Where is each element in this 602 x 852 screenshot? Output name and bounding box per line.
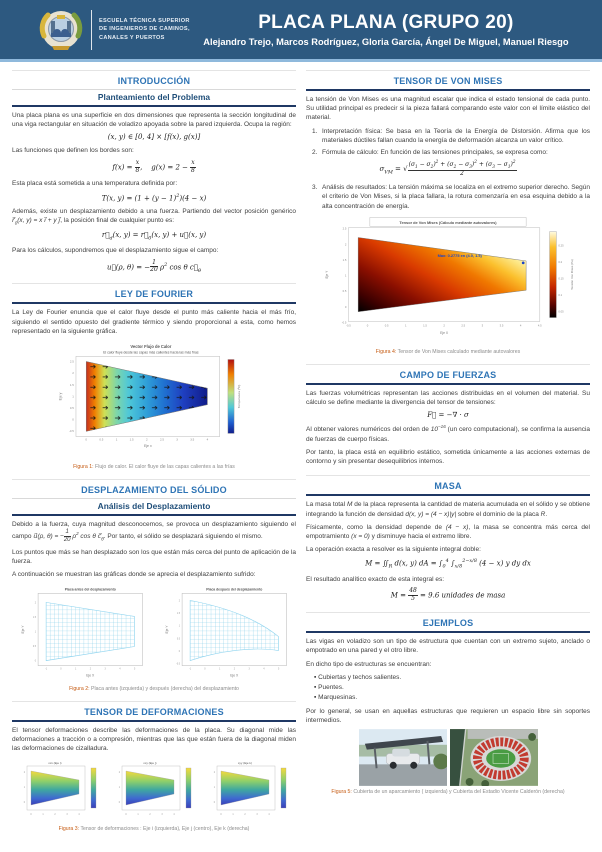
strain-xy-chart	[108, 757, 200, 823]
svg-text:2: 2	[54, 814, 56, 817]
svg-text:-0.5: -0.5	[341, 321, 347, 325]
svg-text:2.5: 2.5	[69, 359, 74, 364]
svg-text:Placa después del desplazamien: Placa después del desplazamiento	[205, 587, 262, 592]
svg-text:2: 2	[146, 437, 148, 442]
svg-text:0: 0	[220, 814, 222, 817]
poster-title: PLACA PLANA (GRUPO 20)	[258, 12, 514, 33]
paragraph: Además, existe un desplazamiento debido a una fuerza. Partiendo del vector posición genérico $r⃗_0(x$, y) = x i⃗ + y j⃗, la posición final de cualquier punto es:	[12, 207, 296, 226]
mesh-after-chart	[156, 584, 297, 683]
svg-text:0: 0	[30, 814, 32, 817]
section-title: DESPLAZAMIENTO DEL SÓLIDO	[81, 485, 227, 495]
svg-text:1.5: 1.5	[176, 612, 180, 615]
heat-flux-chart	[51, 341, 257, 456]
school-logo-block	[38, 6, 190, 54]
poster-body	[0, 62, 602, 833]
section-ley-de-fourier	[12, 283, 296, 470]
svg-text:Tensor de Von Mises (Cálculo m: Tensor de Von Mises (Cálculo mediante autovalores)	[399, 219, 497, 225]
svg-text:1: 1	[118, 787, 120, 790]
svg-text:3.5: 3.5	[499, 324, 504, 328]
svg-text:Eje x: Eje x	[143, 443, 152, 448]
section-introduccion	[12, 70, 296, 274]
section-von-mises	[306, 70, 590, 355]
svg-text:0: 0	[178, 650, 180, 653]
svg-text:3.5: 3.5	[190, 437, 195, 442]
svg-text:0: 0	[366, 324, 369, 328]
svg-text:0: 0	[125, 814, 127, 817]
paragraph: Por tanto, la placa está en equilibrio estático, sometida únicamente a las acciones externas de contorno y sin presentar desequilibrios internos.	[306, 448, 590, 466]
svg-text:0: 0	[34, 660, 37, 663]
paragraph: A continuación se muestran las gráficas donde se aprecia el desplazamiento sufrido:	[12, 571, 256, 579]
paragraph: Para los cálculos, supondremos que el desplazamiento sigue el campo:	[12, 247, 219, 255]
svg-text:Eje Y: Eje Y	[324, 270, 329, 279]
svg-text:1: 1	[74, 668, 77, 671]
svg-text:2: 2	[89, 668, 92, 671]
paragraph: La operación exacta a resolver es la siguiente integral doble:	[306, 546, 481, 554]
formula-integral-masa: $M = ∬_R$ d(x, y) dA = $\int_0^4$ $\int_{x/8}^{2-x/8}$ (4 − x) y dy dx	[365, 558, 531, 571]
paragraph: Debido a la fuerza, cuya magnitud desconocemos, se provoca un desplazamiento siguiendo el campo u⃗(ρ, θ) = − $\frac{1}{20}$ $\rho^2$ cos θ $c⃗_\theta$. Por tanto, el sólido se desplazará siguiendo el mismo.	[12, 521, 296, 544]
rule	[306, 89, 590, 91]
svg-text:εxx (Eje i): εxx (Eje i)	[48, 761, 62, 766]
list-item: ▪ Puentes.	[314, 683, 590, 693]
left-column	[12, 70, 296, 833]
svg-text:εxy (Eje j): εxy (Eje j)	[143, 761, 157, 766]
svg-text:0.25: 0.25	[558, 244, 564, 248]
svg-text:1.5: 1.5	[32, 616, 37, 619]
carport-photo	[359, 729, 447, 786]
svg-text:0: 0	[85, 437, 88, 442]
list-item: 3. Análisis de resultados: La tensión máxima se localiza en el extremo superior derecho. Según el criterio de Von Mises, si la placa fallara, la rotura comenzaría en esa esquina debido a la alta concentración de energía.	[312, 184, 590, 210]
paragraph: Esta placa está sometida a una temperatura definida por:	[12, 180, 178, 188]
formula-temperatura: T(x, $y) = (1 + (y - 1)^2)(4 - x)$	[101, 192, 207, 202]
section-title: INTRODUCCIÓN	[117, 76, 191, 86]
mesh-before-chart	[12, 584, 153, 683]
svg-text:2: 2	[149, 814, 151, 817]
right-column	[306, 70, 590, 833]
subsection-title: Análisis del Desplazamiento	[97, 501, 211, 511]
section-masa	[306, 475, 590, 603]
svg-text:1.5: 1.5	[69, 382, 74, 387]
svg-text:2: 2	[344, 243, 347, 247]
svg-text:3: 3	[104, 668, 106, 671]
paragraph: Las fuerzas volumétricas representan las acciones distribuidas en el volumen del material. Su cálculo se define mediante la divergencia del tensor de tensiones:	[306, 389, 590, 407]
section-title: TENSOR DE VON MISES	[393, 76, 503, 86]
stadium-photo	[450, 729, 538, 786]
svg-text:-1: -1	[188, 668, 191, 671]
svg-text:3: 3	[256, 814, 258, 817]
poster-authors: Alejandro Trejo, Marcos Rodríguez, Gloria García, Ángel De Miguel, Manuel Riesgo	[203, 37, 569, 47]
svg-text:0.05: 0.05	[558, 310, 564, 314]
svg-text:0: 0	[344, 305, 347, 309]
svg-text:2: 2	[178, 600, 180, 603]
figure-caption: Figura 4: Tensor de Von Mises calculado mediante autovalores	[375, 348, 521, 355]
section-title: EJEMPLOS	[422, 618, 474, 629]
examples-list	[314, 673, 590, 703]
rule	[306, 383, 590, 385]
rule	[12, 514, 296, 516]
svg-text:Eje Y: Eje Y	[21, 625, 26, 634]
section-tensor-deformaciones	[12, 701, 296, 833]
svg-text:Eje Y: Eje Y	[164, 625, 169, 634]
section-campo-de-fuerzas	[306, 364, 590, 466]
svg-text:3: 3	[161, 814, 163, 817]
svg-text:-0.5: -0.5	[346, 324, 351, 328]
section-desplazamiento	[12, 479, 296, 692]
svg-text:0.5: 0.5	[384, 324, 389, 328]
formula-divergencia: F⃗ = −∇ · σ	[427, 411, 469, 420]
figure-von-mises-plot	[306, 216, 590, 346]
svg-text:1: 1	[72, 394, 74, 399]
school-name-line: DE INGENIEROS DE CAMINOS,	[99, 26, 190, 33]
figure-strain-tensor-plots	[12, 757, 296, 823]
figure-mesh-plots	[12, 584, 296, 683]
von-mises-chart	[315, 216, 581, 341]
svg-text:0: 0	[203, 668, 206, 671]
school-name	[99, 17, 190, 43]
section-ejemplos	[306, 612, 590, 795]
list-item: 1. Interpretación física: Se basa en la Teoría de la Energía de Distorsión. Afirma que los materiales dúctiles fallan cuando la energía de deformación alcanza un valor crítico.	[312, 127, 590, 144]
svg-text:Eje X: Eje X	[86, 673, 95, 678]
svg-text:0: 0	[72, 417, 74, 422]
formula-campo-desplazamiento: u⃗(ρ, θ) = − $\frac{1}{20}$ $\rho^2$ cos θ $c⃗_\theta$	[107, 258, 201, 274]
svg-text:1: 1	[232, 814, 234, 817]
svg-text:1.5: 1.5	[129, 437, 134, 442]
svg-text:2.5: 2.5	[159, 437, 164, 442]
svg-text:4: 4	[173, 814, 175, 817]
svg-text:2: 2	[118, 772, 120, 775]
strain-xx-chart	[13, 757, 105, 823]
paragraph: Una placa plana es una superficie en dos dimensiones que representa la sección longitudinal de una viga rectangular en situación de voladizo apoyada sobre la pared izquierda. Ocupa la región:	[12, 112, 296, 129]
svg-text:5: 5	[277, 668, 279, 671]
svg-text:0.5: 0.5	[342, 290, 347, 294]
svg-text:Eje y: Eje y	[58, 392, 63, 401]
paragraph: Las funciones que definen los bordes son:	[12, 147, 134, 155]
header-divider	[91, 10, 92, 50]
svg-text:El calor fluye desde las capas: El calor fluye desde las capas más calientes hacia las más frías	[103, 350, 199, 355]
svg-text:2: 2	[244, 814, 246, 817]
svg-text:2.5: 2.5	[342, 227, 347, 231]
svg-text:1.5: 1.5	[342, 258, 347, 262]
svg-text:4: 4	[206, 437, 209, 442]
svg-text:0: 0	[213, 802, 215, 805]
svg-text:4: 4	[519, 324, 522, 328]
paragraph: El tensor deformaciones describe las deformaciones de la placa. Su diagonal mide las deformaciones a tracción o a compresión, mientras que las que están fuera de la diagonal miden las deformaciones de cizalladura.	[12, 726, 296, 753]
svg-text:2: 2	[213, 772, 215, 775]
svg-text:Eje X: Eje X	[440, 331, 449, 336]
list-item: ▪ Marquesinas.	[314, 693, 590, 703]
rule	[12, 105, 296, 107]
svg-text:1: 1	[178, 625, 180, 628]
svg-text:1: 1	[344, 274, 347, 278]
svg-text:1.5: 1.5	[423, 324, 427, 328]
svg-text:0.5: 0.5	[176, 637, 180, 640]
formula-posicion: $r⃗_d(x$, $y) = r⃗_0(x$, y) + u⃗(x, y)	[101, 230, 207, 242]
paragraph: La Ley de Fourier enuncia que el calor fluye desde el punto más caliente hacia el más frío, siguiendo el sentido opuesto del gradiente térmico y siendo proporcional a esta, como hemos representado en la siguiente gráfica.	[12, 309, 296, 335]
svg-text:1: 1	[42, 814, 44, 817]
formula-bordes: f(x) = $\frac{x}{8}$ , g(x) = 2 − $\frac{x}{8}$	[112, 158, 195, 174]
paragraph: El resultado analítico exacto de esta integral es:	[306, 576, 445, 584]
paragraph: La tensión de Von Mises es una magnitud escalar que indica el estado tensional de cada punto. Su utilidad principal es predecir si la pieza fallará comparando este valor con el límite elástico del material.	[306, 96, 590, 122]
figure-caption: Figura 2: Placa antes (izquierda) y después (derecha) del desplazamiento	[69, 685, 239, 692]
figure-caption: Figura 1: Flujo de calor. El calor fluye de las capas calientes a las frías	[73, 464, 235, 470]
svg-text:0.5: 0.5	[69, 405, 74, 410]
section-title: CAMPO DE FUERZAS	[399, 369, 497, 380]
svg-text:1: 1	[405, 324, 407, 328]
svg-text:2: 2	[443, 324, 445, 328]
paragraph: Los puntos que más se han desplazado son los que están más cerca del punto de aplicación de la fuerza.	[12, 549, 296, 566]
svg-text:0: 0	[23, 802, 25, 805]
rule	[12, 302, 296, 304]
svg-text:4: 4	[268, 814, 270, 817]
figure-caption: Figura 3: Tensor de deformaciones : Eje i (izquierda), Eje j (centro), Eje k (derecha)	[58, 826, 250, 833]
rule	[306, 631, 590, 633]
svg-text:1: 1	[137, 814, 139, 817]
svg-text:2: 2	[23, 772, 25, 775]
svg-text:3: 3	[247, 668, 250, 671]
svg-text:-0.5: -0.5	[175, 663, 180, 666]
section-title: MASA	[434, 481, 462, 492]
svg-text:4: 4	[78, 814, 80, 817]
svg-text:0: 0	[60, 668, 62, 671]
svg-text:1: 1	[34, 631, 37, 634]
strain-yy-chart	[203, 757, 295, 823]
figure-heat-flux-plot	[12, 341, 296, 461]
svg-text:0.5: 0.5	[99, 437, 104, 442]
svg-text:1: 1	[115, 437, 118, 442]
svg-text:-0.5: -0.5	[68, 429, 74, 434]
svg-text:-1: -1	[45, 668, 48, 671]
svg-text:0.1: 0.1	[558, 293, 563, 297]
poster-header	[0, 0, 602, 62]
svg-text:3: 3	[481, 324, 484, 328]
svg-text:εyy (Eje k): εyy (Eje k)	[238, 761, 252, 766]
paragraph: Al obtener valores numéricos del orden de $10^{-16}$ (un cero computacional), se confirma la ausencia de fuerzas de cuerpo físicas.	[306, 424, 591, 443]
svg-text:Max: 0.2775 en (4.0, 1.5): Max: 0.2775 en (4.0, 1.5)	[437, 252, 482, 258]
formula-resultado-masa: M = $\frac{48}{5}$ = 9.6 unidades de masa	[390, 587, 506, 603]
paragraph: La masa total M de la placa representa la cantidad de materia acumulada en el sólido y se obtiene integrando la función de densidad d(x, y) = (4 − x)|y| sobre el dominio de la placa R.	[306, 501, 591, 518]
svg-text:Eje X: Eje X	[229, 673, 238, 678]
svg-text:0.5: 0.5	[32, 645, 37, 648]
svg-text:0.2: 0.2	[558, 260, 563, 264]
svg-text:2: 2	[72, 371, 74, 376]
section-title: LEY DE FOURIER	[114, 289, 194, 300]
svg-text:3: 3	[66, 814, 68, 817]
school-name-line: CANALES Y PUERTOS	[99, 34, 165, 41]
paragraph: Por lo general, se usan en aquellas estructuras que requieren un espacio libre sin soportes intermedios.	[306, 708, 590, 725]
rule	[306, 494, 590, 496]
svg-text:1: 1	[213, 787, 215, 790]
svg-text:3: 3	[176, 437, 178, 442]
svg-text:2: 2	[233, 668, 235, 671]
svg-text:Tensión Von Mises (Pa): Tensión Von Mises (Pa)	[570, 259, 574, 290]
school-name-line: ESCUELA TÉCNICA SUPERIOR	[99, 17, 190, 24]
school-crest-icon	[38, 6, 84, 54]
section-title: TENSOR DE DEFORMACIONES	[84, 706, 224, 717]
formula-region: (x, y) ∈ [0, 4] × [f(x), g(x)]	[107, 133, 201, 142]
svg-text:1: 1	[218, 668, 220, 671]
svg-text:2.5: 2.5	[461, 324, 466, 328]
svg-text:0: 0	[118, 802, 120, 805]
paragraph: Físicamente, como la densidad depende de (4 − x), la masa se concentra más cerca del empotramiento (x = 0) y disminuye hacia el extremo libre.	[306, 523, 590, 540]
svg-text:Placa antes del desplazamiento: Placa antes del desplazamiento	[64, 587, 116, 592]
svg-text:4: 4	[262, 668, 265, 671]
figure-caption: Figura 5: Cubierta de un aparcamiento ( izquierda) y Cubierta del Estadio Vicente Calderón (derecha)	[331, 789, 565, 796]
paragraph: Las vigas en voladizo son un tipo de estructura que cuentan con un extremo sujeto, anclado o empotrado en una pared y el otro libre.	[306, 638, 590, 655]
svg-text:5: 5	[133, 668, 136, 671]
list-item: 2. Fórmula de cálculo: En función de las tensiones principales, se expresa como:	[312, 149, 548, 157]
svg-text:Temperatura (ºC): Temperatura (ºC)	[237, 384, 242, 409]
rule	[12, 720, 296, 722]
svg-text:0.15: 0.15	[558, 277, 564, 281]
svg-text:4.5: 4.5	[537, 324, 542, 328]
formula-von-mises: $\sigma_{VM}$ = √ $\frac{(\sigma_1 - \sigma_2)^2 + (\sigma_2 - \sigma_3)^2 + (\sigma_3 - \sigma_1)^2}{2}$	[379, 159, 516, 178]
figure-example-photos	[306, 729, 590, 786]
svg-text:4: 4	[119, 668, 121, 671]
svg-text:2: 2	[34, 602, 37, 605]
paragraph: En dicho tipo de estructuras se encuentran:	[306, 660, 432, 668]
list-item: ▪ Cubiertas y techos salientes.	[314, 673, 590, 683]
svg-text:Vector Flujo de Calor: Vector Flujo de Calor	[130, 344, 172, 350]
svg-text:1: 1	[23, 787, 25, 790]
subsection-title: Planteamiento del Problema	[97, 92, 211, 102]
